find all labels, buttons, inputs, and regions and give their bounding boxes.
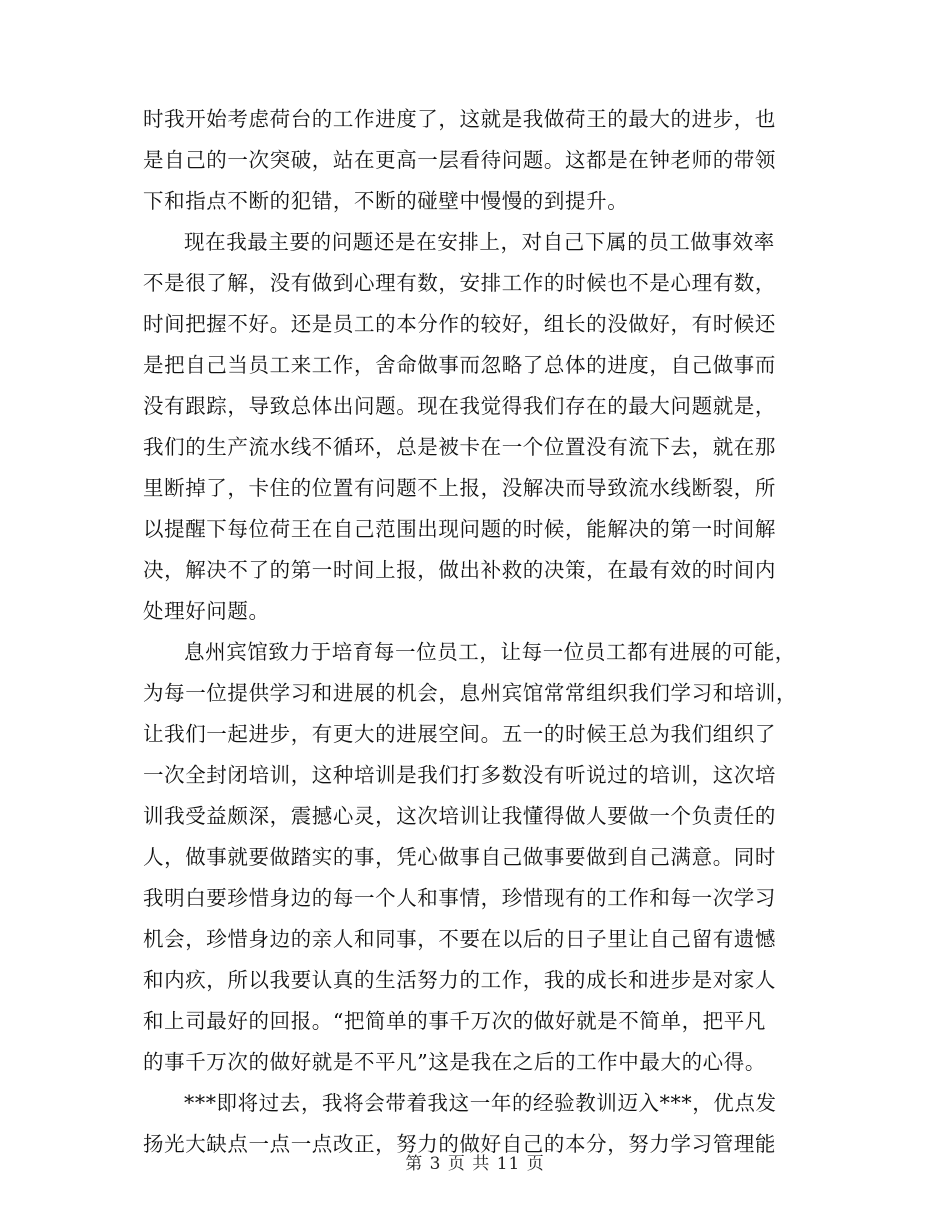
text-line: 不是很了解，没有做到心理有数，安排工作的时候也不是心理有数， <box>143 271 776 295</box>
text-line: 的事千万次的做好就是不平凡”这是我在之后的工作中最大的心得。 <box>143 1050 766 1074</box>
text-line: ***即将过去，我将会带着我这一年的经验教训迈入***，优点发 <box>184 1091 777 1115</box>
text-line: 机会，珍惜身边的亲人和同事，不要在以后的日子里让自己留有遗憾 <box>143 927 776 951</box>
page-number-footer: 第 3 页 共 11 页 <box>405 1154 545 1174</box>
text-line: 让我们一起进步，有更大的进展空间。五一的时候王总为我们组织了 <box>143 722 776 746</box>
text-line: 一次全封闭培训，这种培训是我们打多数没有听说过的培训，这次培 <box>143 763 776 787</box>
text-line: 我们的生产流水线不循环，总是被卡在一个位置没有流下去，就在那 <box>143 435 776 459</box>
text-line: 现在我最主要的问题还是在安排上，对自己下属的员工做事效率 <box>184 230 775 254</box>
text-line: 息州宾馆致力于培育每一位员工，让每一位员工都有进展的可能， <box>184 640 796 664</box>
text-line: 训我受益颇深，震撼心灵，这次培训让我懂得做人要做一个负责任的 <box>143 804 776 828</box>
text-line: 和上司最好的回报。“把简单的事千万次的做好就是不简单，把平凡 <box>143 1009 766 1033</box>
paragraph <box>143 632 807 1083</box>
text-line: 为每一位提供学习和进展的机会，息州宾馆常常组织我们学习和培训， <box>143 681 798 705</box>
text-line: 没有跟踪，导致总体出问题。现在我觉得我们存在的最大问题就是， <box>143 394 776 418</box>
text-line: 我明白要珍惜身边的每一个人和事情，珍惜现有的工作和每一次学习 <box>143 886 776 910</box>
text-line: 下和指点不断的犯错，不断的碰壁中慢慢的到提升。 <box>143 189 629 213</box>
text-line: 扬光大缺点一点一点改正，努力的做好自己的本分，努力学习管理能 <box>143 1132 776 1156</box>
text-line: 决，解决不了的第一时间上报，做出补救的决策，在最有效的时间内 <box>143 558 776 582</box>
text-line: 人，做事就要做踏实的事，凭心做事自己做事要做到自己满意。同时 <box>143 845 776 869</box>
text-line: 时我开始考虑荷台的工作进度了，这就是我做荷王的最大的进步，也 <box>143 107 776 131</box>
text-line: 以提醒下每位荷王在自己范围出现问题的时候，能解决的第一时间解 <box>143 517 776 541</box>
text-line: 里断掉了，卡住的位置有问题不上报，没解决而导致流水线断裂，所 <box>143 476 776 500</box>
text-line: 和内疚，所以我要认真的生活努力的工作，我的成长和进步是对家人 <box>143 968 776 992</box>
text-line: 处理好问题。 <box>143 599 270 623</box>
text-line: 是把自己当员工来工作，舍命做事而忽略了总体的进度，自己做事而 <box>143 353 776 377</box>
text-line: 时间把握不好。还是员工的本分作的较好，组长的没做好，有时候还 <box>143 312 776 336</box>
document-body <box>143 99 807 1165</box>
paragraph <box>143 99 807 222</box>
text-line: 是自己的一次突破，站在更高一层看待问题。这都是在钟老师的带领 <box>143 148 776 172</box>
paragraph <box>143 222 807 632</box>
